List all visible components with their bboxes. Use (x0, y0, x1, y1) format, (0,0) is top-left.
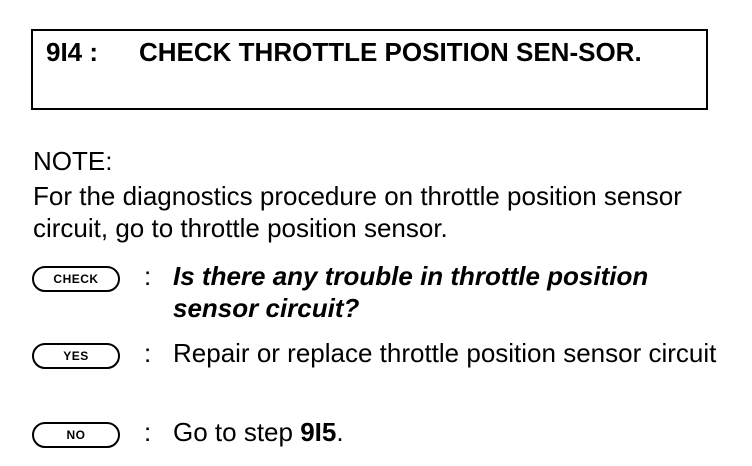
step-header-box (31, 29, 708, 110)
note-label: NOTE: (33, 146, 113, 176)
check-colon: : (144, 261, 152, 291)
check-question: Is there any trouble in throttle position sensor circuit? (173, 261, 649, 323)
no-badge: NO (32, 422, 120, 448)
note-text: For the diagnostics procedure on throttle position sensor circuit, go to throttle position sensor. (33, 181, 682, 243)
yes-action: Repair or replace throttle position sensor circuit (173, 338, 717, 368)
check-badge: CHECK (32, 266, 120, 292)
no-action-prefix: Go to step (173, 417, 301, 447)
step-number: 9I4 : (46, 37, 99, 67)
yes-colon: : (144, 338, 152, 368)
no-action-suffix: . (336, 417, 344, 447)
no-action (173, 416, 733, 448)
step-title: CHECK THROTTLE POSITION SEN-SOR. (139, 37, 642, 67)
no-colon: : (144, 417, 152, 447)
no-step-ref: 9I5 (300, 417, 337, 447)
yes-badge: YES (32, 343, 120, 369)
